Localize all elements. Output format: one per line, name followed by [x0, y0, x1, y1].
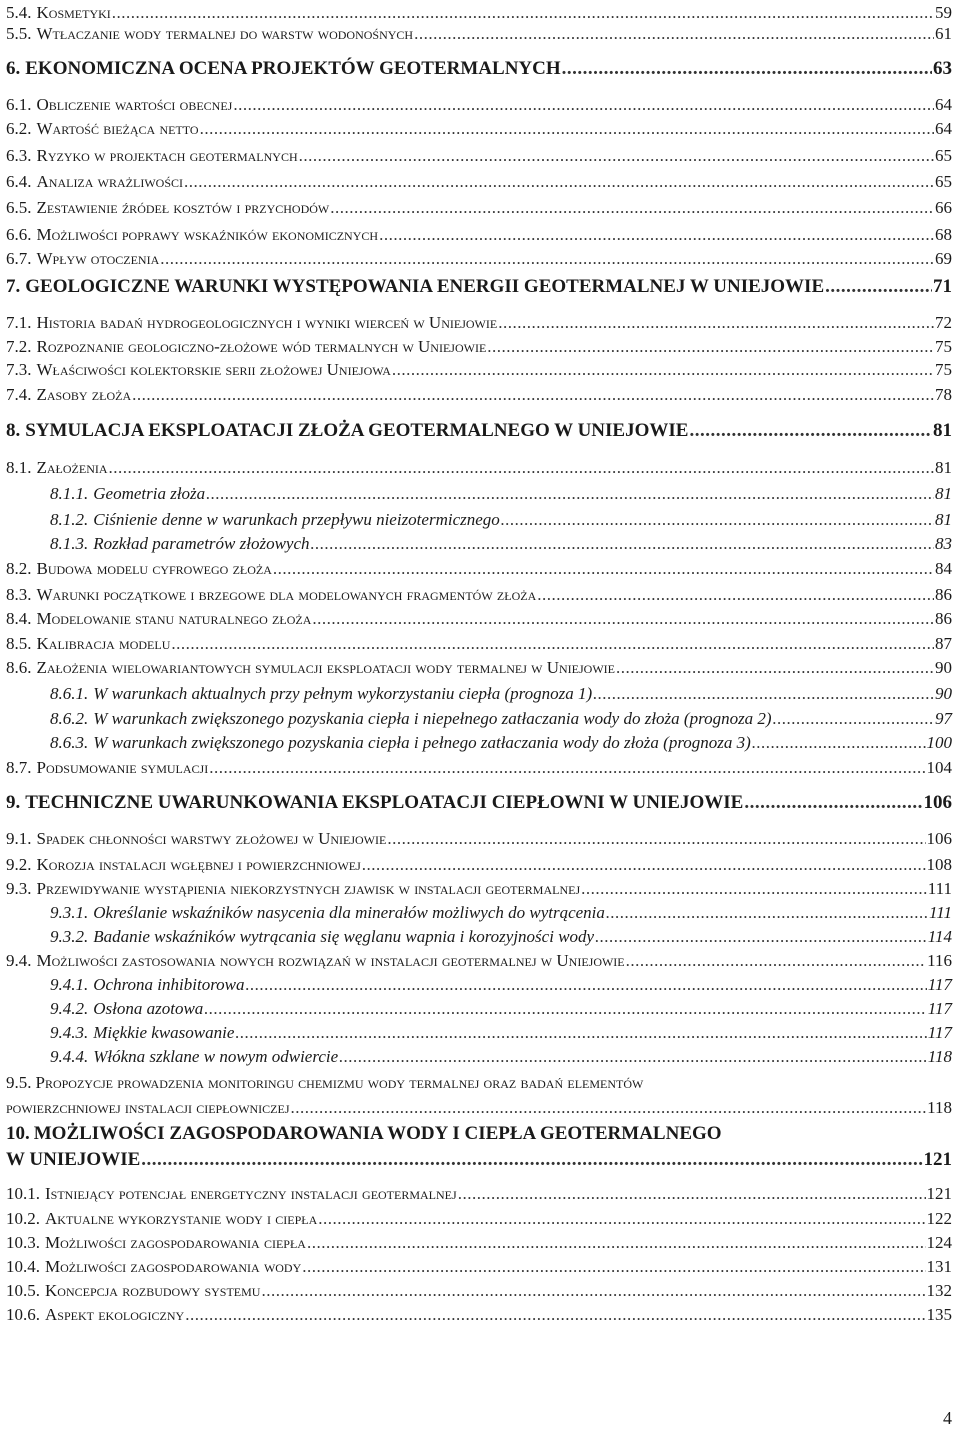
toc-entry-number: 8.2. — [6, 559, 32, 578]
toc-entry-title: Kosmetyki — [36, 3, 111, 22]
toc-entry-number: 7.3. — [6, 360, 32, 379]
toc-entry-number: 7. — [6, 276, 21, 297]
toc-entry-page: 104 — [926, 758, 952, 777]
toc-entry[interactable] — [6, 1124, 952, 1144]
toc-entry-page: 117 — [927, 999, 952, 1018]
dot-leader — [487, 337, 934, 357]
toc-entry-title: Przewidywanie wystąpienia niekorzystnych zjawisk w instalacji geotermalnej — [36, 879, 581, 898]
toc-entry-page: 97 — [935, 709, 952, 728]
dot-leader — [160, 249, 934, 269]
toc-entry-number: 9. — [6, 792, 21, 813]
toc-entry-page: 108 — [926, 855, 952, 874]
dot-leader — [246, 975, 927, 995]
toc-entry-number: 7.1. — [6, 313, 32, 332]
toc-entry-title: Założenia — [36, 458, 108, 477]
toc-entry-page: 116 — [927, 951, 952, 970]
dot-leader — [200, 119, 934, 139]
toc-entry[interactable] — [6, 1184, 952, 1204]
toc-entry-title: Założenia wielowariantowych symulacji eksploatacji wody termalnej w Uniejowie — [36, 658, 615, 677]
toc-entry-title: Określanie wskaźników nasycenia dla minerałów możliwych do wytrącenia — [93, 903, 605, 922]
page-number: 4 — [943, 1408, 952, 1428]
toc-entry-page: 118 — [927, 1047, 952, 1066]
toc-entry-number: 9.4.2. — [50, 999, 89, 1018]
dot-leader — [501, 510, 934, 530]
toc-entry-title: Ciśnienie denne w warunkach przepływu nieizotermicznego — [93, 510, 500, 529]
toc-entry-title: Aktualne wykorzystanie wody i ciepła — [45, 1209, 318, 1228]
toc-entry-number: 8.4. — [6, 609, 32, 628]
toc-entry-page: 78 — [935, 385, 952, 404]
toc-entry-page: 81 — [935, 484, 952, 503]
toc-entry[interactable] — [6, 559, 952, 579]
toc-entry-page: 68 — [935, 225, 952, 244]
toc-entry[interactable] — [50, 484, 952, 504]
toc-entry[interactable] — [50, 684, 952, 704]
dot-leader — [414, 24, 934, 44]
dot-leader — [302, 1257, 925, 1277]
toc-entry-page: 59 — [935, 3, 952, 22]
dot-leader — [291, 1098, 927, 1118]
toc-entry[interactable] — [6, 855, 952, 875]
dot-leader — [112, 3, 934, 23]
toc-entry-page: 117 — [927, 1023, 952, 1042]
dot-leader — [206, 484, 934, 504]
toc-entry-number: 10.3. — [6, 1233, 40, 1252]
toc-entry[interactable] — [6, 385, 952, 405]
toc-entry-number: 8. — [6, 420, 21, 441]
toc-entry-number: 9.3.1. — [50, 903, 89, 922]
dot-leader — [312, 609, 934, 629]
toc-entry-page: 122 — [926, 1209, 952, 1228]
toc-entry-title: Właściwości kolektorskie serii złożowej Uniejowa — [36, 360, 391, 379]
dot-leader — [689, 421, 932, 441]
dot-leader — [233, 95, 934, 115]
toc-entry-title: MOŻLIWOŚCI ZAGOSPODAROWANIA WODY I CIEPŁA GEOTERMALNEGO — [33, 1123, 722, 1144]
toc-entry-number: 8.6. — [6, 658, 32, 677]
toc-entry[interactable] — [50, 534, 952, 554]
toc-entry-page: 81 — [935, 510, 952, 529]
toc-entry[interactable] — [6, 59, 952, 79]
dot-leader — [209, 758, 925, 778]
toc-entry-number: 10.6. — [6, 1305, 40, 1324]
toc-entry-title: Rozkład parametrów złożowych — [93, 534, 310, 553]
toc-entry-number: 8.3. — [6, 585, 32, 604]
toc-entry[interactable] — [6, 198, 952, 218]
toc-entry-title: Ryzyko w projektach geotermalnych — [36, 146, 298, 165]
toc-entry-page: 64 — [935, 95, 952, 114]
toc-entry-title: Budowa modelu cyfrowego złoża — [36, 559, 272, 578]
dot-leader — [392, 360, 934, 380]
toc-entry-number: 5.4. — [6, 3, 32, 22]
toc-entry-page: 90 — [935, 658, 952, 677]
toc-entry-page: 114 — [927, 927, 952, 946]
toc-entry[interactable] — [6, 360, 952, 380]
toc-entry-number: 9.4.3. — [50, 1023, 89, 1042]
toc-entry-number: 6.7. — [6, 249, 32, 268]
toc-entry-page: 81 — [935, 458, 952, 477]
toc-entry[interactable] — [6, 119, 952, 139]
toc-entry-number: 10.1. — [6, 1184, 40, 1203]
toc-entry-title: Modelowanie stanu naturalnego złoża — [36, 609, 312, 628]
toc-entry[interactable] — [50, 709, 952, 729]
toc-entry-page: 65 — [935, 172, 952, 191]
toc-entry-page: 83 — [935, 534, 952, 553]
toc-entry-number: 9.4. — [6, 951, 32, 970]
dot-leader — [379, 225, 934, 245]
toc-entry-number: 8.1.3. — [50, 534, 89, 553]
dot-leader — [307, 1233, 926, 1253]
toc-entry-number: 6.2. — [6, 119, 32, 138]
toc-entry-number: 6.1. — [6, 95, 32, 114]
dot-leader — [593, 684, 934, 704]
toc-entry-number: 8.6.3. — [50, 733, 89, 752]
toc-entry-page: 86 — [935, 609, 952, 628]
toc-entry-continuation[interactable] — [6, 1098, 952, 1118]
toc-entry-title: Możliwości zagospodarowania ciepła — [45, 1233, 306, 1252]
toc-entry-title: GEOLOGICZNE WARUNKI WYSTĘPOWANIA ENERGII GEOTERMALNEJ W UNIEJOWIE — [25, 276, 825, 297]
toc-entry[interactable] — [6, 172, 952, 192]
toc-entry-page: 132 — [926, 1281, 952, 1300]
toc-entry-title: Włókna szklane w nowym odwiercie — [93, 1047, 339, 1066]
toc-entry[interactable] — [6, 337, 952, 357]
toc-entry-number: 9.4.4. — [50, 1047, 89, 1066]
dot-leader — [204, 999, 926, 1019]
toc-entry-page: 75 — [935, 360, 952, 379]
toc-entry-number: 6. — [6, 58, 21, 79]
dot-leader — [318, 1209, 925, 1229]
toc-entry[interactable] — [6, 3, 952, 23]
toc-entry-page: 65 — [935, 146, 952, 165]
toc-entry[interactable] — [6, 458, 952, 478]
toc-entry-continuation[interactable] — [6, 1150, 952, 1170]
toc-entry-page: 121 — [923, 1149, 952, 1170]
dot-leader — [171, 634, 934, 654]
toc-entry-page: 84 — [935, 559, 952, 578]
toc-entry-title: Istniejący potencjał energetyczny instalacji geotermalnej — [45, 1184, 457, 1203]
dot-leader — [311, 534, 934, 554]
toc-entry-title: Rozpoznanie geologiczno-złożowe wód termalnych w Uniejowie — [36, 337, 487, 356]
toc-entry[interactable] — [6, 879, 952, 899]
toc-entry-number: 10. — [6, 1123, 30, 1144]
toc-entry[interactable] — [6, 634, 952, 654]
toc-entry-title: Miękkie kwasowanie — [93, 1023, 235, 1042]
toc-entry[interactable] — [6, 1281, 952, 1301]
dot-leader — [562, 59, 932, 79]
dot-leader — [606, 903, 928, 923]
dot-leader — [744, 793, 922, 813]
toc-entry-title: Osłona azotowa — [93, 999, 204, 1018]
toc-entry-page: 111 — [927, 879, 952, 898]
dot-leader — [339, 1047, 927, 1067]
toc-entry[interactable] — [50, 975, 952, 995]
toc-entry-page: 90 — [935, 684, 952, 703]
toc-entry[interactable] — [50, 999, 952, 1019]
toc-entry-number: 7.2. — [6, 337, 32, 356]
toc-entry-title: Ochrona inhibitorowa — [93, 975, 245, 994]
toc-entry[interactable] — [6, 1233, 952, 1253]
dot-leader — [498, 313, 934, 333]
toc-entry-title: Aspekt ekologiczny — [45, 1305, 185, 1324]
toc-entry[interactable] — [6, 951, 952, 971]
toc-entry[interactable] — [50, 903, 952, 923]
toc-entry[interactable] — [6, 249, 952, 269]
toc-entry-title: EKONOMICZNA OCENA PROJEKTÓW GEOTERMALNYCH — [25, 58, 561, 79]
toc-entry[interactable] — [6, 793, 952, 813]
toc-entry[interactable] — [50, 1047, 952, 1067]
toc-entry-number: 10.4. — [6, 1257, 40, 1276]
toc-entry-number: 8.1. — [6, 458, 32, 477]
toc-entry-number: 9.3. — [6, 879, 32, 898]
toc-entry-page: 86 — [935, 585, 952, 604]
toc-entry-number: 6.4. — [6, 172, 32, 191]
toc-entry-title: Obliczenie wartości obecnej — [36, 95, 233, 114]
toc-entry[interactable] — [6, 829, 952, 849]
toc-entry[interactable] — [6, 146, 952, 166]
toc-entry[interactable] — [6, 758, 952, 778]
dot-leader — [261, 1281, 925, 1301]
toc-entry-title: Zestawienie źródeł kosztów i przychodów — [36, 198, 330, 217]
toc-entry-number: 6.6. — [6, 225, 32, 244]
toc-entry[interactable] — [6, 585, 952, 605]
toc-entry-title: W warunkach aktualnych przy pełnym wykorzystaniu ciepła (prognoza 1) — [93, 684, 593, 703]
dot-leader — [185, 1305, 925, 1325]
toc-entry-page: 63 — [933, 58, 952, 79]
toc-entry[interactable] — [6, 24, 952, 44]
toc-entry-number: 8.5. — [6, 634, 32, 653]
toc-entry-title: W warunkach zwiększonego pozyskania ciepła i niepełnego zatłaczania wody do złoża (prognoza 2) — [93, 709, 772, 728]
toc-entry-number: 8.7. — [6, 758, 32, 777]
toc-entry-title: Możliwości zastosowania nowych rozwiązań w instalacji geotermalnej w Uniejowie — [36, 951, 625, 970]
toc-entry-page: 106 — [923, 792, 952, 813]
toc-entry-title: Podsumowanie symulacji — [36, 758, 209, 777]
dot-leader — [387, 829, 925, 849]
toc-entry-number: 9.3.2. — [50, 927, 89, 946]
toc-entry-title: TECHNICZNE UWARUNKOWANIA EKSPLOATACJI CIEPŁOWNI W UNIEJOWIE — [25, 792, 744, 813]
toc-entry-title: Koncepcja rozbudowy systemu — [45, 1281, 261, 1300]
toc-entry[interactable] — [6, 609, 952, 629]
toc-entry-page: 111 — [929, 903, 952, 922]
toc-entry-number: 8.6.2. — [50, 709, 89, 728]
dot-leader — [132, 385, 934, 405]
toc-entry-page: 71 — [933, 276, 952, 297]
dot-leader — [273, 559, 934, 579]
toc-entry[interactable] — [6, 95, 952, 115]
toc-entry-number: 9.5. — [6, 1073, 32, 1092]
toc-entry[interactable] — [6, 1209, 952, 1229]
toc-entry-title: Możliwości poprawy wskaźników ekonomicznych — [36, 225, 379, 244]
toc-entry-number: 6.5. — [6, 198, 32, 217]
dot-leader — [299, 146, 934, 166]
toc-entry-page: 100 — [926, 733, 952, 752]
toc-entry-page: 87 — [935, 634, 952, 653]
toc-entry-title: Wpływ otoczenia — [36, 249, 160, 268]
toc-entry-title: Badanie wskaźników wytrącania się węglanu wapnia i korozyjności wody — [93, 927, 595, 946]
toc-entry-title: Warunki początkowe i brzegowe dla modelowanych fragmentów złoża — [36, 585, 537, 604]
dot-leader — [626, 951, 926, 971]
toc-entry-page: 117 — [927, 975, 952, 994]
toc-entry-number: 10.2. — [6, 1209, 40, 1228]
toc-entry[interactable] — [6, 421, 952, 441]
dot-leader — [752, 733, 926, 753]
dot-leader — [595, 927, 927, 947]
dot-leader — [330, 198, 934, 218]
toc-entry-page: 106 — [926, 829, 952, 848]
toc-entry-title-continued: powierzchniowej instalacji ciepłowniczej — [6, 1098, 290, 1117]
toc-entry-number: 8.1.2. — [50, 510, 89, 529]
toc-entry-title: Wtłaczanie wody termalnej do warstw wodonośnych — [36, 24, 414, 43]
toc-entry-page: 69 — [935, 249, 952, 268]
toc-entry-page: 61 — [935, 24, 952, 43]
toc-entry-number: 7.4. — [6, 385, 32, 404]
dot-leader — [616, 658, 934, 678]
toc-entry-number: 9.1. — [6, 829, 32, 848]
toc-entry-number: 8.1.1. — [50, 484, 89, 503]
dot-leader — [537, 585, 934, 605]
toc-entry-page: 75 — [935, 337, 952, 356]
toc-entry-number: 9.4.1. — [50, 975, 89, 994]
toc-entry[interactable] — [50, 510, 952, 530]
toc-entry-page: 121 — [926, 1184, 952, 1203]
toc-entry-page: 118 — [927, 1098, 952, 1117]
dot-leader — [581, 879, 927, 899]
dot-leader — [109, 458, 934, 478]
dot-leader — [141, 1150, 922, 1170]
toc-entry-title: Analiza wrażliwości — [36, 172, 183, 191]
dot-leader — [184, 172, 934, 192]
toc-entry[interactable] — [50, 927, 952, 947]
toc-entry-title: Możliwości zagospodarowania wody — [45, 1257, 302, 1276]
toc-entry-title: Spadek chłonności warstwy złożowej w Uniejowie — [36, 829, 387, 848]
dot-leader — [773, 709, 934, 729]
toc-entry-page: 64 — [935, 119, 952, 138]
toc-entry[interactable] — [6, 277, 952, 297]
toc-entry-title: Historia badań hydrogeologicznych i wyniki wierceń w Uniejowie — [36, 313, 498, 332]
toc-entry-title: Korozja instalacji wgłębnej i powierzchniowej — [36, 855, 361, 874]
toc-entry[interactable] — [6, 1257, 952, 1277]
dot-leader — [235, 1023, 926, 1043]
toc-entry-title: Zasoby złoża — [36, 385, 132, 404]
toc-entry-title: SYMULACJA EKSPLOATACJI ZŁOŻA GEOTERMALNEGO W UNIEJOWIE — [25, 420, 689, 441]
toc-entry-page: 135 — [926, 1305, 952, 1324]
toc-entry-number: 10.5. — [6, 1281, 40, 1300]
toc-entry-page: 124 — [926, 1233, 952, 1252]
toc-entry-number: 6.3. — [6, 146, 32, 165]
toc-entry[interactable] — [6, 1305, 952, 1325]
toc-entry[interactable] — [6, 1073, 952, 1093]
toc-entry-title-continued: W UNIEJOWIE — [6, 1149, 141, 1170]
toc-entry-page: 66 — [935, 198, 952, 217]
dot-leader — [458, 1184, 926, 1204]
toc-entry[interactable] — [6, 225, 952, 245]
toc-entry-title: Geometria złoża — [93, 484, 206, 503]
toc-entry-number: 8.6.1. — [50, 684, 89, 703]
toc-entry-page: 81 — [933, 420, 952, 441]
toc-entry-number: 5.5. — [6, 24, 32, 43]
toc-entry[interactable] — [6, 658, 952, 678]
toc-entry-title: Propozycje prowadzenia monitoringu chemizmu wody termalnej oraz badań elementów — [35, 1073, 644, 1092]
toc-entry-title: W warunkach zwiększonego pozyskania ciepła i pełnego zatłaczania wody do złoża (prognoza 3) — [93, 733, 751, 752]
toc-entry[interactable] — [50, 733, 952, 753]
toc-entry[interactable] — [6, 313, 952, 333]
toc-entry-title: Kalibracja modelu — [36, 634, 171, 653]
dot-leader — [362, 855, 926, 875]
toc-entry-page: 131 — [926, 1257, 952, 1276]
dot-leader — [825, 277, 932, 297]
toc-entry[interactable] — [50, 1023, 952, 1043]
toc-entry-title: Wartość bieżąca netto — [36, 119, 199, 138]
toc-entry-page: 72 — [935, 313, 952, 332]
toc-entry-number: 9.2. — [6, 855, 32, 874]
